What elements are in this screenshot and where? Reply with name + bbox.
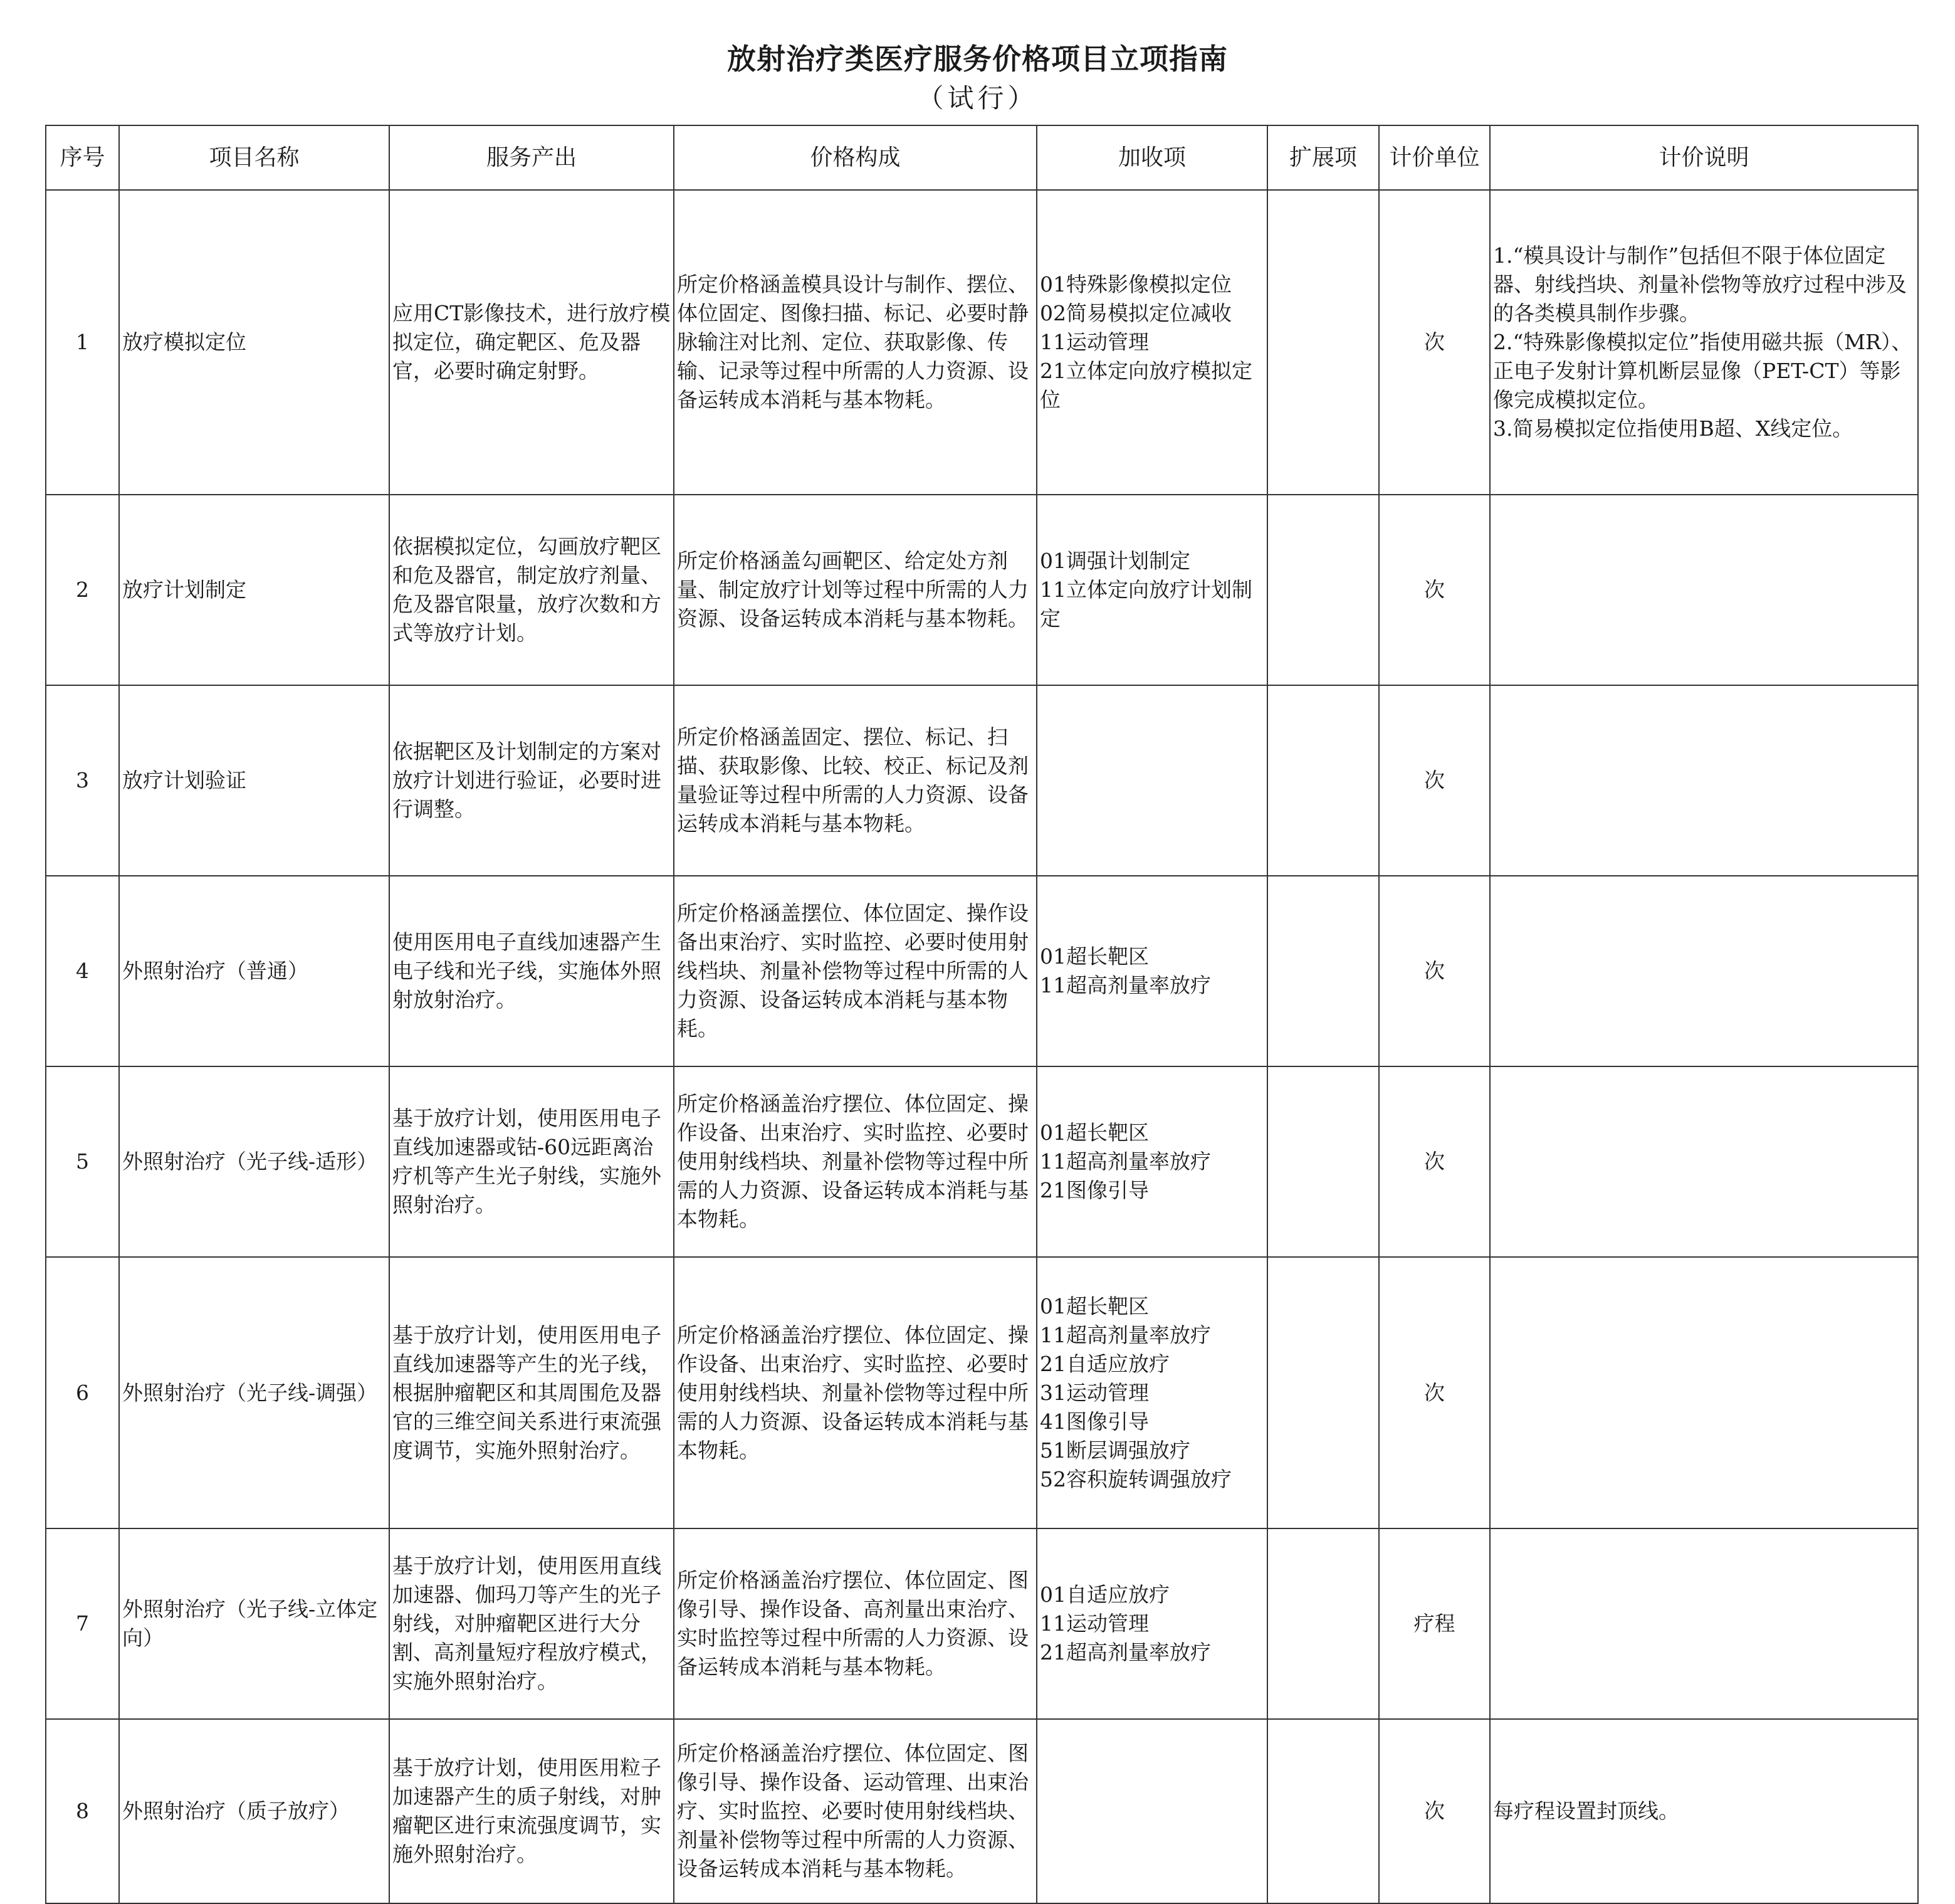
cell-name: 放疗计划验证 bbox=[119, 685, 389, 876]
cell-ext bbox=[1267, 495, 1379, 685]
table-header-row bbox=[46, 125, 1918, 190]
cell-unit: 次 bbox=[1379, 190, 1490, 495]
cell-extra bbox=[1037, 685, 1267, 876]
cell-price: 所定价格涵盖治疗摆位、体位固定、操作设备、出束治疗、实时监控、必要时使用射线档块、剂量补偿物等过程中所需的人力资源、设备运转成本消耗与基本物耗。 bbox=[674, 1066, 1037, 1257]
cell-note bbox=[1490, 1528, 1918, 1719]
column-header-note: 计价说明 bbox=[1490, 125, 1918, 190]
table-row bbox=[46, 1528, 1918, 1719]
cell-name: 外照射治疗（质子放疗） bbox=[119, 1719, 389, 1903]
cell-output: 基于放疗计划，使用医用粒子加速器产生的质子射线，对肿瘤靶区进行束流强度调节，实施外照射治疗。 bbox=[389, 1719, 674, 1903]
column-header-output: 服务产出 bbox=[389, 125, 674, 190]
cell-unit: 次 bbox=[1379, 1066, 1490, 1257]
pricing-table bbox=[45, 125, 1919, 1904]
cell-extra: 01超长靶区 11超高剂量率放疗 21自适应放疗 31运动管理 41图像引导 51断层调强放疗 52容积旋转调强放疗 bbox=[1037, 1257, 1267, 1528]
table-row bbox=[46, 1257, 1918, 1528]
cell-output: 使用医用电子直线加速器产生电子线和光子线，实施体外照射放射治疗。 bbox=[389, 876, 674, 1066]
cell-price: 所定价格涵盖固定、摆位、标记、扫描、获取影像、比较、校正、标记及剂量验证等过程中所需的人力资源、设备运转成本消耗与基本物耗。 bbox=[674, 685, 1037, 876]
cell-num: 7 bbox=[46, 1528, 119, 1719]
cell-output: 依据靶区及计划制定的方案对放疗计划进行验证，必要时进行调整。 bbox=[389, 685, 674, 876]
table-row bbox=[46, 876, 1918, 1066]
cell-num: 2 bbox=[46, 495, 119, 685]
cell-name: 放疗模拟定位 bbox=[119, 190, 389, 495]
cell-extra bbox=[1037, 1719, 1267, 1903]
table-row bbox=[46, 190, 1918, 495]
cell-output: 应用CT影像技术，进行放疗模拟定位，确定靶区、危及器官，必要时确定射野。 bbox=[389, 190, 674, 495]
cell-name: 外照射治疗（光子线-适形） bbox=[119, 1066, 389, 1257]
cell-output: 依据模拟定位，勾画放疗靶区和危及器官，制定放疗剂量、危及器官限量，放疗次数和方式等放疗计划。 bbox=[389, 495, 674, 685]
table-row bbox=[46, 495, 1918, 685]
column-header-ext: 扩展项 bbox=[1267, 125, 1379, 190]
cell-output: 基于放疗计划，使用医用电子直线加速器等产生的光子线，根据肿瘤靶区和其周围危及器官的三维空间关系进行束流强度调节，实施外照射治疗。 bbox=[389, 1257, 674, 1528]
cell-note: 1.“模具设计与制作”包括但不限于体位固定器、射线挡块、剂量补偿物等放疗过程中涉及的各类模具制作步骤。 2.“特殊影像模拟定位”指使用磁共振（MR）、正电子发射计算机断层显像（PET-CT）等影像完成模拟定位。 3.简易模拟定位指使用B超、X线定位。 bbox=[1490, 190, 1918, 495]
cell-unit: 次 bbox=[1379, 876, 1490, 1066]
cell-note bbox=[1490, 1257, 1918, 1528]
page-subtitle: （试行） bbox=[917, 83, 1038, 113]
table-row bbox=[46, 1066, 1918, 1257]
cell-extra: 01自适应放疗 11运动管理 21超高剂量率放疗 bbox=[1037, 1528, 1267, 1719]
column-header-price: 价格构成 bbox=[674, 125, 1037, 190]
cell-price: 所定价格涵盖摆位、体位固定、操作设备出束治疗、实时监控、必要时使用射线档块、剂量补偿物等过程中所需的人力资源、设备运转成本消耗与基本物耗。 bbox=[674, 876, 1037, 1066]
cell-ext bbox=[1267, 876, 1379, 1066]
cell-note: 每疗程设置封顶线。 bbox=[1490, 1719, 1918, 1903]
cell-note bbox=[1490, 1066, 1918, 1257]
column-header-name: 项目名称 bbox=[119, 125, 389, 190]
cell-note bbox=[1490, 876, 1918, 1066]
cell-name: 外照射治疗（光子线-立体定向） bbox=[119, 1528, 389, 1719]
cell-ext bbox=[1267, 685, 1379, 876]
cell-unit: 次 bbox=[1379, 685, 1490, 876]
cell-name: 外照射治疗（普通） bbox=[119, 876, 389, 1066]
column-header-extra: 加收项 bbox=[1037, 125, 1267, 190]
table-row bbox=[46, 685, 1918, 876]
cell-extra: 01调强计划制定 11立体定向放疗计划制定 bbox=[1037, 495, 1267, 685]
cell-extra: 01超长靶区 11超高剂量率放疗 21图像引导 bbox=[1037, 1066, 1267, 1257]
cell-num: 6 bbox=[46, 1257, 119, 1528]
table-row bbox=[46, 1719, 1918, 1903]
cell-unit: 疗程 bbox=[1379, 1528, 1490, 1719]
cell-unit: 次 bbox=[1379, 1257, 1490, 1528]
cell-ext bbox=[1267, 1257, 1379, 1528]
cell-num: 4 bbox=[46, 876, 119, 1066]
cell-price: 所定价格涵盖治疗摆位、体位固定、操作设备、出束治疗、实时监控、必要时使用射线档块、剂量补偿物等过程中所需的人力资源、设备运转成本消耗与基本物耗。 bbox=[674, 1257, 1037, 1528]
column-header-unit: 计价单位 bbox=[1379, 125, 1490, 190]
cell-num: 3 bbox=[46, 685, 119, 876]
cell-unit: 次 bbox=[1379, 495, 1490, 685]
cell-price: 所定价格涵盖治疗摆位、体位固定、图像引导、操作设备、高剂量出束治疗、实时监控等过程中所需的人力资源、设备运转成本消耗与基本物耗。 bbox=[674, 1528, 1037, 1719]
cell-extra: 01超长靶区 11超高剂量率放疗 bbox=[1037, 876, 1267, 1066]
cell-note bbox=[1490, 495, 1918, 685]
page-title: 放射治疗类医疗服务价格项目立项指南 bbox=[727, 42, 1228, 76]
cell-name: 外照射治疗（光子线-调强） bbox=[119, 1257, 389, 1528]
cell-num: 8 bbox=[46, 1719, 119, 1903]
cell-output: 基于放疗计划，使用医用电子直线加速器或钴-60远距离治疗机等产生光子射线，实施外照射治疗。 bbox=[389, 1066, 674, 1257]
cell-extra: 01特殊影像模拟定位 02简易模拟定位减收 11运动管理 21立体定向放疗模拟定位 bbox=[1037, 190, 1267, 495]
cell-price: 所定价格涵盖模具设计与制作、摆位、体位固定、图像扫描、标记、必要时静脉输注对比剂、定位、获取影像、传输、记录等过程中所需的人力资源、设备运转成本消耗与基本物耗。 bbox=[674, 190, 1037, 495]
cell-note bbox=[1490, 685, 1918, 876]
cell-ext bbox=[1267, 190, 1379, 495]
cell-num: 1 bbox=[46, 190, 119, 495]
cell-ext bbox=[1267, 1528, 1379, 1719]
cell-price: 所定价格涵盖勾画靶区、给定处方剂量、制定放疗计划等过程中所需的人力资源、设备运转成本消耗与基本物耗。 bbox=[674, 495, 1037, 685]
cell-ext bbox=[1267, 1066, 1379, 1257]
cell-output: 基于放疗计划，使用医用直线加速器、伽玛刀等产生的光子射线，对肿瘤靶区进行大分割、高剂量短疗程放疗模式，实施外照射治疗。 bbox=[389, 1528, 674, 1719]
column-header-num: 序号 bbox=[46, 125, 119, 190]
cell-name: 放疗计划制定 bbox=[119, 495, 389, 685]
cell-num: 5 bbox=[46, 1066, 119, 1257]
cell-ext bbox=[1267, 1719, 1379, 1903]
cell-unit: 次 bbox=[1379, 1719, 1490, 1903]
cell-price: 所定价格涵盖治疗摆位、体位固定、图像引导、操作设备、运动管理、出束治疗、实时监控、必要时使用射线档块、剂量补偿物等过程中所需的人力资源、设备运转成本消耗与基本物耗。 bbox=[674, 1719, 1037, 1903]
